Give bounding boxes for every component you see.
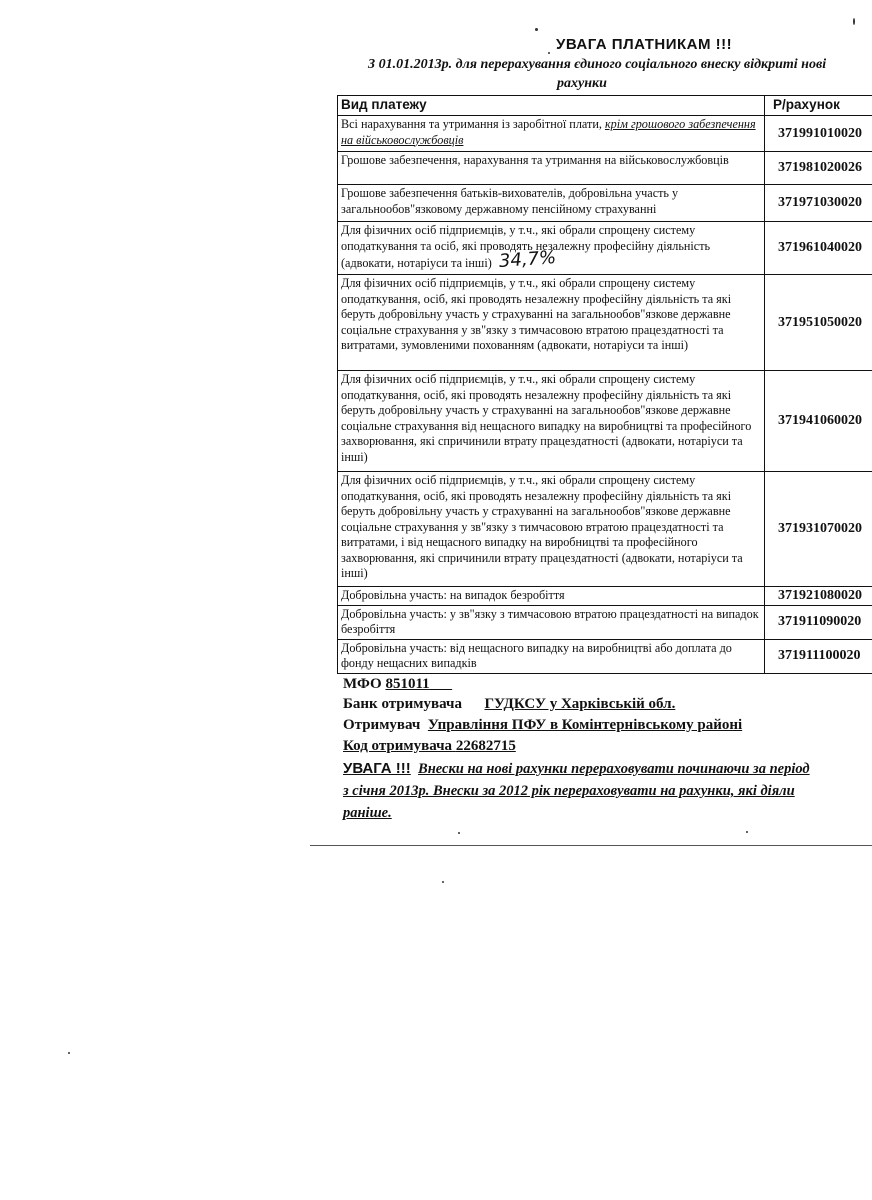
- notice-line-1: [343, 760, 810, 778]
- recipient-code-value: 22682715: [455, 738, 516, 754]
- account-number: 371911100020: [765, 639, 872, 673]
- table-row: [338, 605, 872, 639]
- payment-type-cell: [338, 587, 765, 606]
- handwritten-rate-note: 34,7%: [498, 247, 557, 272]
- account-number: 371941060020: [765, 371, 872, 472]
- table-row: [338, 639, 872, 673]
- payment-type-text: Для фізичних осіб підприємців, у т.ч., які обрали спрощену систему оподаткування, осіб, які проводять незалежну професійну діяльність та які беруть добровільну участь у страхуванні на загальнообов"язкове державне соціальне страхування від нещасного випадку на виробництві та професійного захворювання, які спричинили втрату працездатності (адвокати, нотаріуси та інші): [341, 372, 752, 464]
- payment-type-text: Для фізичних осіб підприємців, у т.ч., які обрали спрощену систему оподаткування, осіб, які проводять незалежну професійну діяльність та які беруть добровільну участь у страхуванні на загальнообов"язкове державне соціальне страхування у зв"язку з тимчасовою втратою працездатності та витратами, і від нещасного випадку на виробництві та професійного захворювання, які спричинили втрату працездатності (адвокати, нотаріуси та інші): [341, 473, 743, 580]
- table-row: [338, 371, 872, 472]
- payment-type-cell: [338, 472, 765, 587]
- payment-type-text: Добровільна участь: від нещасного випадку на виробництві або доплата до фонду нещасних випадків: [341, 640, 732, 670]
- scan-speck: [458, 832, 460, 834]
- table-row: [338, 472, 872, 587]
- account-number: 371991010020: [765, 116, 872, 152]
- document-subtitle: З 01.01.2013р. для перерахування єдиного соціального внеску відкриті нові: [368, 57, 827, 72]
- notice-text-1: Внески на нові рахунки перераховувати починаючи за період: [418, 761, 810, 777]
- scan-speck: [535, 28, 538, 31]
- scan-edge-line: [310, 845, 872, 846]
- payment-type-cell: [338, 275, 765, 371]
- column-header-account: Р/рахунок: [765, 96, 872, 116]
- table-row: [338, 275, 872, 371]
- payment-type-text: Грошове забезпечення батьків-вихователів, добровільна участь у загальнообов"язковому державному пенсійному страхуванні: [341, 186, 679, 216]
- payment-type-text: Добровільна участь: у зв"язку з тимчасовою втратою працездатності на випадок безробіття: [341, 606, 759, 636]
- account-number: 371931070020: [765, 472, 872, 587]
- payment-type-cell: [338, 222, 765, 275]
- payment-type-exception: крім грошового забезпечення на військовослужбовців: [341, 117, 756, 147]
- payment-type-cell: [338, 116, 765, 152]
- recipient-value: Управління ПФУ в Комінтернівському районі: [427, 717, 743, 733]
- mfo-value: 851011: [385, 676, 430, 692]
- recipient-label: Отримувач: [343, 717, 421, 733]
- bank-label: Банк отримувача: [343, 696, 462, 712]
- payment-type-cell: [338, 185, 765, 222]
- account-number: 371921080020: [765, 587, 872, 606]
- scan-speck: [746, 831, 748, 833]
- payment-type-text: Для фізичних осіб підприємців, у т.ч., які обрали спрощену систему оподаткування та осіб, які проводять незалежну професійну діяльність (адвокати, нотаріуси та інші): [341, 223, 711, 270]
- scan-speck: [68, 1052, 70, 1054]
- payment-type-cell: [338, 152, 765, 185]
- document-subtitle-continued: рахунки: [557, 76, 607, 91]
- payment-type-cell: [338, 639, 765, 673]
- bank-line: [343, 696, 675, 713]
- bank-value: ГУДКСУ у Харківській обл.: [484, 696, 676, 712]
- table-row: [338, 152, 872, 185]
- recipient-code-line: [343, 738, 516, 755]
- table-row: [338, 116, 872, 152]
- account-number: 371971030020: [765, 185, 872, 222]
- payment-type-text: Для фізичних осіб підприємців, у т.ч., які обрали спрощену систему оподаткування, осіб, які проводять незалежну професійну діяльність та які беруть добровільну участь у страхуванні на загальнообов"язкове державне соціальне страхування у зв"язку з тимчасовою втратою працездатності та витратами, зумовленими похованням (адвокати, нотаріуси та інші): [341, 276, 732, 352]
- account-number: 371951050020: [765, 275, 872, 371]
- payment-type-cell: [338, 371, 765, 472]
- payment-type-text: Добровільна участь: на випадок безробіття: [341, 588, 565, 602]
- payment-type-text: Грошове забезпечення, нарахування та утримання на військовослужбовців: [341, 153, 729, 167]
- notice-line-2: з січня 2013р. Внески за 2012 рік перераховувати на рахунки, які діяли: [343, 783, 795, 799]
- account-number: 371961040020: [765, 222, 872, 275]
- payment-accounts-table: [337, 95, 872, 674]
- mfo-label: МФО: [343, 676, 382, 692]
- account-number: 371911090020: [765, 605, 872, 639]
- payment-type-text: Всі нарахування та утримання із заробітної плати,: [341, 117, 602, 131]
- notice-line-3: раніше.: [343, 805, 392, 821]
- recipient-line: [343, 717, 742, 734]
- column-header-payment-type: Вид платежу: [338, 96, 765, 116]
- table-row: [338, 185, 872, 222]
- document-title: УВАГА ПЛАТНИКАМ !!!: [556, 36, 733, 53]
- recipient-code-label: Код отримувача: [343, 738, 453, 754]
- payment-type-cell: [338, 605, 765, 639]
- account-number: 371981020026: [765, 152, 872, 185]
- mfo-line: [343, 676, 452, 693]
- scan-speck: [442, 881, 444, 883]
- scan-speck: [853, 18, 855, 25]
- scan-speck: [548, 52, 550, 54]
- table-header-row: [338, 96, 872, 116]
- notice-keyword: УВАГА !!!: [343, 760, 411, 777]
- table-row: [338, 222, 872, 275]
- table-row: [338, 587, 872, 606]
